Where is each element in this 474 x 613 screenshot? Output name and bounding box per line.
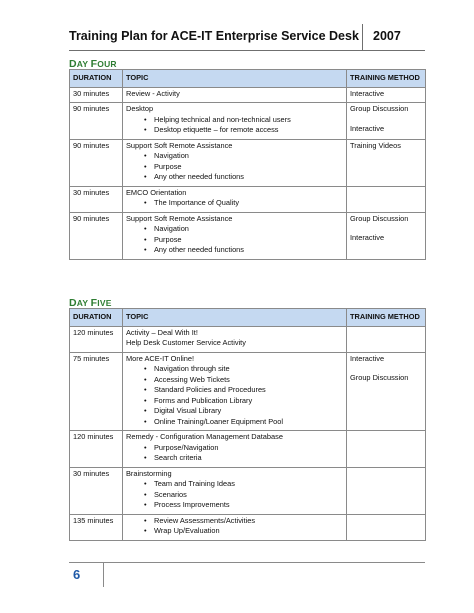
column-header-duration: DURATION bbox=[70, 70, 123, 88]
topic-cell bbox=[123, 431, 347, 468]
table-row bbox=[70, 87, 426, 103]
day-four-table bbox=[69, 69, 426, 260]
topic-bullet-item: • Navigation bbox=[126, 151, 343, 162]
page-number: 6 bbox=[73, 567, 81, 582]
footer-divider bbox=[103, 563, 104, 587]
topic-cell bbox=[123, 186, 347, 212]
topic-bullet-list bbox=[126, 443, 343, 464]
topic-title: Review - Activity bbox=[126, 88, 180, 98]
page-header bbox=[69, 24, 425, 51]
topic-title: Support Soft Remote Assistance bbox=[126, 140, 233, 150]
training-method: Interactive bbox=[350, 233, 385, 242]
document-title: Training Plan for ACE-IT Enterprise Service Desk bbox=[69, 29, 359, 43]
topic-title: EMCO Orientation bbox=[126, 187, 187, 197]
topic-title: More ACE-IT Online! bbox=[126, 353, 195, 363]
column-header-topic: TOPIC bbox=[123, 309, 347, 327]
topic-bullet-item: • Standard Policies and Procedures bbox=[126, 385, 343, 396]
duration-cell: 120 minutes bbox=[70, 431, 123, 468]
duration-cell: 30 minutes bbox=[70, 186, 123, 212]
topic-bullet-item: • Team and Training Ideas bbox=[126, 479, 343, 490]
topic-bullet-item: • Review Assessments/Activities bbox=[126, 516, 343, 527]
duration-cell: 30 minutes bbox=[70, 467, 123, 514]
topic-cell bbox=[123, 212, 347, 259]
table-row bbox=[70, 212, 426, 259]
method-cell bbox=[347, 467, 426, 514]
topic-cell bbox=[123, 467, 347, 514]
topic-bullet-item: • Navigation bbox=[126, 224, 343, 235]
column-header-method: TRAINING METHOD bbox=[347, 70, 426, 88]
header-divider bbox=[362, 24, 363, 50]
topic-bullet-list bbox=[126, 198, 343, 209]
training-method: Group Discussion bbox=[350, 104, 409, 113]
topic-cell bbox=[123, 87, 347, 103]
table-row bbox=[70, 431, 426, 468]
topic-title: Desktop bbox=[126, 104, 154, 113]
topic-cell bbox=[123, 103, 347, 140]
table-row bbox=[70, 467, 426, 514]
topic-bullet-item: • Purpose bbox=[126, 162, 343, 173]
document-year: 2007 bbox=[373, 29, 401, 43]
duration-cell: 120 minutes bbox=[70, 326, 123, 352]
topic-bullet-item: • Any other needed functions bbox=[126, 245, 343, 256]
method-cell bbox=[347, 326, 426, 352]
topic-bullet-item: • Process Improvements bbox=[126, 500, 343, 511]
topic-bullet-item: • The Importance of Quality bbox=[126, 198, 343, 209]
duration-cell: 75 minutes bbox=[70, 352, 123, 431]
method-cell bbox=[347, 186, 426, 212]
topic-bullet-item: • Digital Visual Library bbox=[126, 406, 343, 417]
topic-bullet-item: • Desktop etiquette – for remote access bbox=[126, 125, 343, 136]
topic-bullet-item: • Purpose/Navigation bbox=[126, 443, 343, 454]
duration-cell: 30 minutes bbox=[70, 87, 123, 103]
topic-bullet-list bbox=[126, 151, 343, 183]
topic-bullet-list bbox=[126, 115, 343, 136]
table-row bbox=[70, 352, 426, 431]
topic-bullet-item: • Forms and Publication Library bbox=[126, 396, 343, 407]
topic-bullet-list bbox=[126, 516, 343, 537]
method-cell bbox=[347, 431, 426, 468]
topic-bullet-item: • Helping technical and non-technical users bbox=[126, 115, 343, 126]
training-method: Group Discussion bbox=[350, 373, 409, 382]
topic-cell bbox=[123, 514, 347, 540]
table-row bbox=[70, 139, 426, 186]
topic-cell bbox=[123, 352, 347, 431]
duration-cell: 90 minutes bbox=[70, 212, 123, 259]
topic-bullet-item: • Wrap Up/Evaluation bbox=[126, 526, 343, 537]
table-row bbox=[70, 186, 426, 212]
training-method: Training Videos bbox=[350, 140, 401, 150]
topic-bullet-item: • Online Training/Loaner Equipment Pool bbox=[126, 417, 343, 428]
day-four-heading: DAY FOUR bbox=[69, 58, 117, 70]
topic-title: Brainstorming bbox=[126, 468, 172, 478]
day-five-heading: DAY FIVE bbox=[69, 297, 112, 309]
method-cell bbox=[347, 352, 426, 431]
topic-bullet-item: • Navigation through site bbox=[126, 364, 343, 375]
topic-title: Remedy - Configuration Management Database bbox=[126, 432, 283, 441]
topic-bullet-list bbox=[126, 224, 343, 256]
topic-title: Support Soft Remote Assistance bbox=[126, 213, 233, 223]
table-header-row bbox=[70, 70, 426, 88]
page-footer bbox=[69, 562, 425, 587]
method-cell bbox=[347, 103, 426, 140]
day-five-table bbox=[69, 308, 426, 541]
method-cell bbox=[347, 514, 426, 540]
method-cell bbox=[347, 139, 426, 186]
column-header-duration: DURATION bbox=[70, 309, 123, 327]
training-method: Interactive bbox=[350, 123, 385, 133]
topic-title: Help Desk Customer Service Activity bbox=[126, 338, 246, 347]
table-row bbox=[70, 103, 426, 140]
topic-bullet-item: • Accessing Web Tickets bbox=[126, 375, 343, 386]
topic-bullet-item: • Search criteria bbox=[126, 453, 343, 464]
method-cell bbox=[347, 212, 426, 259]
training-method: Interactive bbox=[350, 88, 385, 98]
method-cell bbox=[347, 87, 426, 103]
topic-bullet-item: • Scenarios bbox=[126, 490, 343, 501]
topic-title: Activity – Deal With It! bbox=[126, 327, 198, 337]
topic-cell bbox=[123, 326, 347, 352]
topic-bullet-list bbox=[126, 479, 343, 511]
topic-bullet-item: • Purpose bbox=[126, 235, 343, 246]
column-header-topic: TOPIC bbox=[123, 70, 347, 88]
training-method: Group Discussion bbox=[350, 213, 409, 223]
topic-bullet-item: • Any other needed functions bbox=[126, 172, 343, 183]
table-row bbox=[70, 514, 426, 540]
duration-cell: 90 minutes bbox=[70, 139, 123, 186]
table-row bbox=[70, 326, 426, 352]
topic-cell bbox=[123, 139, 347, 186]
topic-bullet-list bbox=[126, 364, 343, 427]
column-header-method: TRAINING METHOD bbox=[347, 309, 426, 327]
duration-cell: 90 minutes bbox=[70, 103, 123, 140]
table-header-row bbox=[70, 309, 426, 327]
training-method: Interactive bbox=[350, 353, 385, 363]
duration-cell: 135 minutes bbox=[70, 514, 123, 540]
